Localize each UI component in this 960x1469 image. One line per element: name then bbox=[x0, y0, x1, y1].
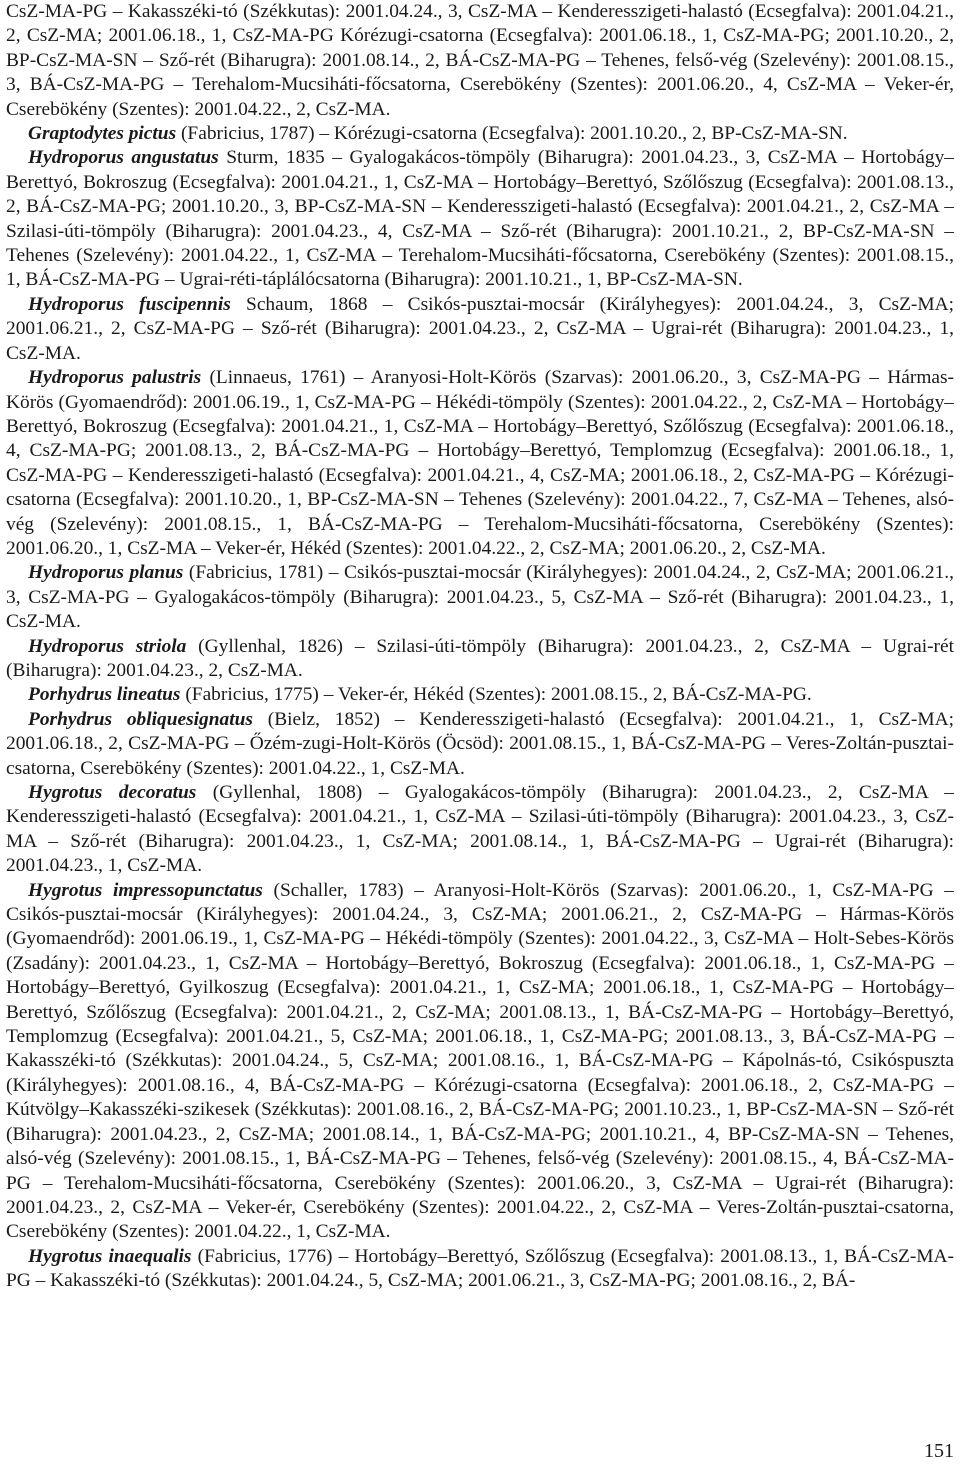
species-name: Porhydrus obliquesignatus bbox=[28, 708, 253, 730]
species-records: (Fabricius, 1776) – Hortobágy–Berettyó, Szőlőszug (Ecsegfalva): 2001.08.13., 1, BÁ-CsZ-MA-PG – Kakasszéki-tó (Székkutas): 2001.04.24., 5, CsZ-MA; 2001.06.21., 3, CsZ-MA-PG; 2001.08.16., 2, BÁ- bbox=[6, 1245, 954, 1292]
species-records: (Schaller, 1783) – Aranyosi-Holt-Körös (Szarvas): 2001.06.20., 1, CsZ-MA-PG – Csikós-pusztai-mocsár (Királyhegyes): 2001.04.24., 3, CsZ-MA; 2001.06.21., 2, CsZ-MA-PG – Hármas-Körös (Gyomaendrőd): 2001.06.19., 1, CsZ-MA-PG – Hékédi-tömpöly (Szentes): 2001.04.22., 3, CsZ-MA – Holt-Sebes-Körös (Zsadány): 2001.04.23., 1, CsZ-MA – Hortobágy–Berettyó, Bokroszug (Ecsegfalva): 2001.06.18., 1, CsZ-MA-PG – Hortobágy–Berettyó, Gyilkoszug (Ecsegfalva): 2001.04.21., 1, CsZ-MA; 2001.06.18., 1, CsZ-MA-PG – Hortobágy–Berettyó, Szőlőszug (Ecsegfalva): 2001.04.21., 2, CsZ-MA; 2001.08.13., 1, BÁ-CsZ-MA-PG – Hortobágy–Berettyó, Templomzug (Ecsegfalva): 2001.04.21., 5, CsZ-MA; 2001.06.18., 1, CsZ-MA-PG; 2001.08.13., 3, BÁ-CsZ-MA-PG – Kakasszéki-tó (Székkutas): 2001.04.24., 5, CsZ-MA; 2001.08.16., 1, BÁ-CsZ-MA-PG – Kápolnás-tó, Csikóspuszta (Királyhegyes): 2001.08.16., 4, BÁ-CsZ-MA-PG – Kórézugi-csatorna (Ecsegfalva): 2001.06.18., 2, CsZ-MA-PG – Kútvölgy–Kakasszéki-szikesek (Székkutas): 2001.08.16., 2, BÁ-CsZ-MA-PG; 2001.10.23., 1, BP-CsZ-MA-SN – Sző-rét (Biharugra): 2001.04.23., 2, CsZ-MA; 2001.08.14., 1, BÁ-CsZ-MA-PG; 2001.10.21., 4, BP-CsZ-MA-SN – Tehenes, alsó-vég (Szelevény): 2001.08.15., 1, BÁ-CsZ-MA-PG – Tehenes, felső-vég (Szelevény): 2001.08.15., 4, BÁ-CsZ-MA-PG – Terehalom-Mucsiháti-főcsatorna, Cserebökény (Szentes): 2001.06.20., 3, CsZ-MA – Ugrai-rét (Biharugra): 2001.04.23., 2, CsZ-MA – Veker-ér, Cserebökény (Szentes): 2001.04.22., 2, CsZ-MA – Veres-Zoltán-pusztai-csatorna, Cserebökény (Szentes): 2001.04.22., 1, CsZ-MA. bbox=[6, 879, 954, 1243]
species-name: Hygrotus decoratus bbox=[28, 782, 197, 803]
species-name: Graptodytes pictus bbox=[28, 123, 177, 145]
species-records: (Gyllenhal, 1826) – Szilasi-úti-tömpöly (Biharugra): 2001.04.23., 2, CsZ-MA – Ugrai-rét (Biharugra): 2001.04.23., 2, CsZ-MA. bbox=[6, 635, 954, 681]
species-records: Sturm, 1835 – Gyalogakácos-tömpöly (Biharugra): 2001.04.23., 3, CsZ-MA – Hortobágy–Berettyó, Bokroszug (Ecsegfalva): 2001.04.21., 1, CsZ-MA – Hortobágy–Berettyó, Szőlőszug (Ecsegfalva): 2001.08.13., 2, BÁ-CsZ-MA-PG; 2001.10.20., 3, BP-CsZ-MA-SN – Kenderesszigeti-halastó (Ecsegfalva): 2001.04.21., 2, CsZ-MA – Szilasi-úti-tömpöly (Biharugra): 2001.04.23., 4, CsZ-MA – Sző-rét (Biharugra): 2001.10.21., 2, BP-CsZ-MA-SN – Tehenes (Szelevény): 2001.04.22., 1, CsZ-MA – Terehalom-Mucsiháti-főcsatorna, Cserebökény (Szentes): 2001.08.15., 1, BÁ-CsZ-MA-PG – Ugrai-réti-táplálócsatorna (Biharugra): 2001.10.21., 1, BP-CsZ-MA-SN. bbox=[6, 147, 954, 291]
species-name: Hydroporus planus bbox=[28, 562, 184, 584]
species-entry-hygrotus-decoratus bbox=[6, 781, 954, 879]
text-body bbox=[6, 0, 954, 1294]
paragraph-text: CsZ-MA-PG – Kakasszéki-tó (Székkutas): 2001.04.24., 3, CsZ-MA – Kenderesszigeti-halastó (Ecsegfalva): 2001.04.21., 2, CsZ-MA; 2001.06.18., 1, CsZ-MA-PG Kórézugi-csatorna (Ecsegfalva): 2001.06.18., 1, CsZ-MA-PG; 2001.10.20., 2, BP-CsZ-MA-SN – Sző-rét (Biharugra): 2001.08.14., 2, BÁ-CsZ-MA-PG – Tehenes, felső-vég (Szelevény): 2001.08.15., 3, BÁ-CsZ-MA-PG – Terehalom-Mucsiháti-főcsatorna, Cserebökény (Szentes): 2001.06.20., 4, CsZ-MA – Veker-ér, Cserebökény (Szentes): 2001.04.22., 2, CsZ-MA. bbox=[6, 1, 954, 120]
species-name: Hydroporus palustris bbox=[28, 367, 202, 389]
species-name: Hydroporus angustatus bbox=[28, 147, 219, 169]
species-entry-hydroporus-palustris bbox=[6, 366, 954, 561]
species-entry-porhydrus-obliquesignatus bbox=[6, 708, 954, 781]
paragraph-continuation bbox=[6, 0, 954, 122]
species-name: Hydroporus striola bbox=[28, 635, 187, 657]
species-name: Porhydrus lineatus bbox=[28, 684, 181, 706]
species-records: (Gyllenhal, 1808) – Gyalogakácos-tömpöly (Biharugra): 2001.04.23., 2, CsZ-MA – Kenderesszigeti-halastó (Ecsegfalva): 2001.04.21., 1, CsZ-MA – Szilasi-úti-tömpöly (Biharugra): 2001.04.23., 3, CsZ-MA – Sző-rét (Biharugra): 2001.04.23., 1, CsZ-MA; 2001.08.14., 1, BÁ-CsZ-MA-PG – Ugrai-rét (Biharugra): 2001.04.23., 1, CsZ-MA. bbox=[6, 782, 954, 877]
species-records: (Fabricius, 1775) – Veker-ér, Hékéd (Szentes): 2001.08.15., 2, BÁ-CsZ-MA-PG. bbox=[180, 684, 812, 706]
species-records: Schaum, 1868 – Csikós-pusztai-mocsár (Királyhegyes): 2001.04.24., 3, CsZ-MA; 2001.06.21., 2, CsZ-MA-PG – Sző-rét (Biharugra): 2001.04.23., 2, CsZ-MA – Ugrai-rét (Biharugra): 2001.04.23., 1, CsZ-MA. bbox=[6, 293, 955, 364]
species-name: Hygrotus impressopunctatus bbox=[28, 879, 263, 901]
species-entry-hygrotus-inaequalis bbox=[6, 1245, 954, 1294]
species-entry-hydroporus-planus bbox=[6, 561, 954, 634]
species-entry-hydroporus-angustatus bbox=[6, 146, 954, 292]
species-entry-hydroporus-striola bbox=[6, 635, 954, 684]
species-entry-hygrotus-impressopunctatus bbox=[6, 879, 954, 1245]
species-records: (Fabricius, 1787) – Kórézugi-csatorna (Ecsegfalva): 2001.10.20., 2, BP-CsZ-MA-SN. bbox=[176, 123, 848, 145]
species-name: Hydroporus fuscipennis bbox=[28, 293, 231, 315]
species-records: (Linnaeus, 1761) – Aranyosi-Holt-Körös (Szarvas): 2001.06.20., 3, CsZ-MA-PG – Hármas-Körös (Gyomaendrőd): 2001.06.19., 1, CsZ-MA-PG – Hékédi-tömpöly (Szentes): 2001.04.22., 2, CsZ-MA – Hortobágy–Berettyó, Bokroszug (Ecsegfalva): 2001.04.21., 1, CsZ-MA – Hortobágy–Berettyó, Szőlőszug (Ecsegfalva): 2001.06.18., 4, CsZ-MA-PG; 2001.08.13., 2, BÁ-CsZ-MA-PG – Hortobágy–Berettyó, Templomzug (Ecsegfalva): 2001.06.18., 1, CsZ-MA-PG – Kenderesszigeti-halastó (Ecsegfalva): 2001.04.21., 4, CsZ-MA; 2001.06.18., 2, CsZ-MA-PG – Kórézugi-csatorna (Ecsegfalva): 2001.10.20., 1, BP-CsZ-MA-SN – Tehenes (Szelevény): 2001.04.22., 7, CsZ-MA – Tehenes, alsó-vég (Szelevény): 2001.08.15., 1, BÁ-CsZ-MA-PG – Terehalom-Mucsiháti-főcsatorna, Cserebökény (Szentes): 2001.06.20., 1, CsZ-MA – Veker-ér, Hékéd (Szentes): 2001.04.22., 2, CsZ-MA; 2001.06.20., 2, CsZ-MA. bbox=[6, 367, 955, 559]
species-entry-hydroporus-fuscipennis bbox=[6, 293, 954, 366]
species-entry-porhydrus-lineatus bbox=[6, 683, 954, 707]
page-number: 151 bbox=[924, 1440, 954, 1462]
species-name: Hygrotus inaequalis bbox=[28, 1245, 192, 1267]
species-records: (Bielz, 1852) – Kenderesszigeti-halastó (Ecsegfalva): 2001.04.21., 1, CsZ-MA; 2001.06.18., 2, CsZ-MA-PG – Őzém-zugi-Holt-Körös (Öcsöd): 2001.08.15., 1, BÁ-CsZ-MA-PG – Veres-Zoltán-pusztai-csatorna, Cserebökény (Szentes): 2001.04.22., 1, CsZ-MA. bbox=[6, 708, 954, 779]
species-entry-graptodytes-pictus bbox=[6, 122, 954, 146]
species-records: (Fabricius, 1781) – Csikós-pusztai-mocsár (Királyhegyes): 2001.04.24., 2, CsZ-MA; 2001.06.21., 3, CsZ-MA-PG – Gyalogakácos-tömpöly (Biharugra): 2001.04.23., 5, CsZ-MA – Sző-rét (Biharugra): 2001.04.23., 1, CsZ-MA. bbox=[6, 562, 955, 633]
